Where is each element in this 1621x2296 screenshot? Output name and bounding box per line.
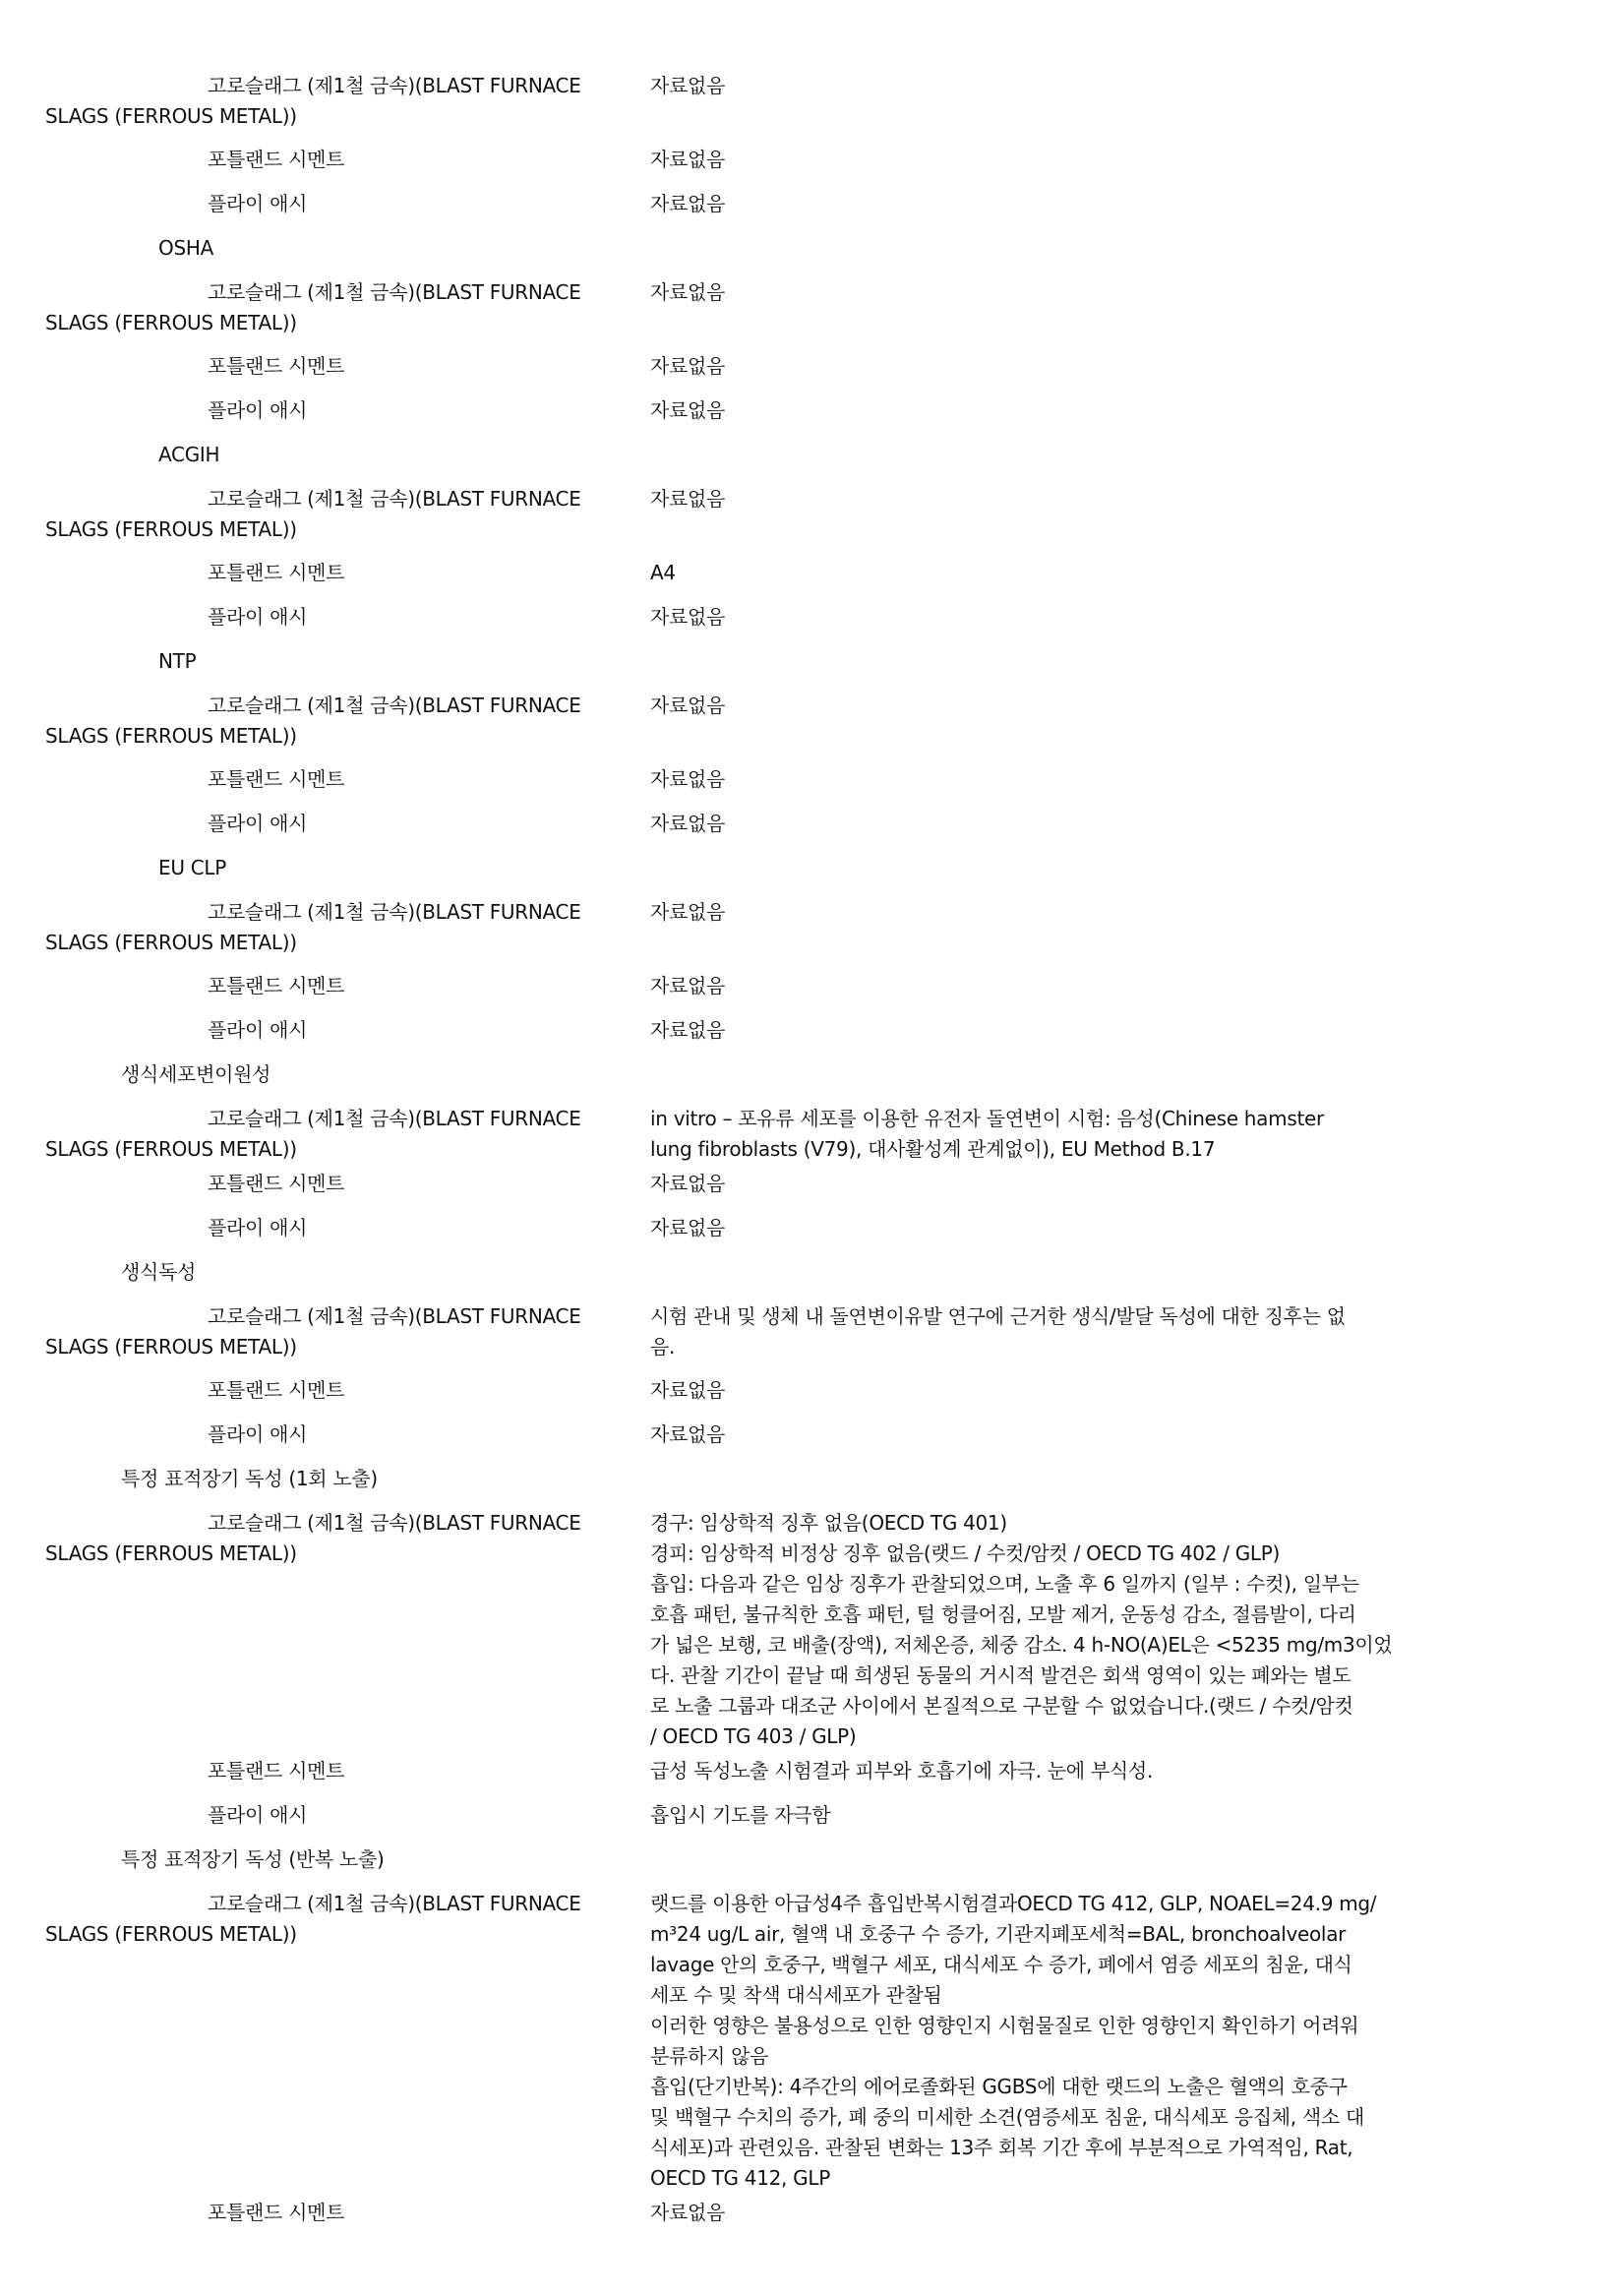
gbfs-value-line: 경구: 임상학적 징후 없음(OECD TG 401) [650, 1511, 1007, 1535]
gbfs-value-line: in vitro – 포유류 세포를 이용한 유전자 돌연변이 시험: 음성(Chinese hamster [650, 1107, 1324, 1130]
flyash-label: 플라이 애시 [208, 398, 308, 422]
cement-label: 포틀랜드 시멘트 [208, 1759, 345, 1782]
gbfs-value-line: lavage 안의 호중구, 백혈구 세포, 대식세포 수 증가, 폐에서 염증 세포의 침윤, 대식 [650, 1953, 1352, 1976]
flyash-label: 플라이 애시 [208, 1803, 308, 1827]
gbfs-value-line: 랫드를 이용한 아급성4주 흡입반복시험결과OECD TG 412, GLP, NOAEL=24.9 mg/ [650, 1892, 1377, 1915]
org-heading-ntp: NTP [158, 649, 197, 673]
gbfs-label-line1: 고로슬래그 (제1철 금속)(BLAST FURNACE [208, 1511, 581, 1535]
cement-value: 자료없음 [650, 148, 726, 171]
section-heading-stot-single: 특정 표적장기 독성 (1회 노출) [121, 1467, 378, 1490]
cement-label: 포틀랜드 시멘트 [208, 561, 345, 584]
cement-label: 포틀랜드 시멘트 [208, 1378, 345, 1402]
gbfs-value-line: 분류하지 않음 [650, 2044, 769, 2068]
gbfs-value-line: 시험 관내 및 생체 내 돌연변이유발 연구에 근거한 생식/발달 독성에 대한 징후는 없 [650, 1304, 1346, 1328]
gbfs-label-line2: SLAGS (FERROUS METAL)) [45, 1541, 297, 1565]
gbfs-value-line: 경피: 임상학적 비정상 징후 없음(랫드 / 수컷/암컷 / OECD TG 402 / GLP) [650, 1541, 1281, 1565]
cement-value: 급성 독성노출 시험결과 피부와 호흡기에 자극. 눈에 부식성. [650, 1759, 1153, 1782]
cement-label: 포틀랜드 시멘트 [208, 1172, 345, 1195]
cement-value: 자료없음 [650, 767, 726, 791]
org-heading-eu-clp: EU CLP [158, 856, 227, 879]
cement-value: A4 [650, 561, 676, 584]
flyash-value: 자료없음 [650, 398, 726, 422]
gbfs-label-line1: 고로슬래그 (제1철 금속)(BLAST FURNACE [208, 280, 581, 304]
gbfs-value-line: 가 넓은 보행, 코 배출(장액), 저체온증, 체중 감소. 4 h-NO(A)EL은 <5235 mg/m3이었 [650, 1633, 1393, 1657]
cement-value: 자료없음 [650, 354, 726, 378]
gbfs-value: 자료없음 [650, 74, 726, 97]
flyash-value: 자료없음 [650, 1018, 726, 1042]
cement-label: 포틀랜드 시멘트 [208, 148, 345, 171]
gbfs-value: 자료없음 [650, 487, 726, 511]
flyash-value: 흡입시 기도를 자극함 [650, 1803, 831, 1827]
flyash-value: 자료없음 [650, 812, 726, 835]
gbfs-value-line: lung fibroblasts (V79), 대사활성계 관계없이), EU Method B.17 [650, 1137, 1216, 1161]
gbfs-label-line2: SLAGS (FERROUS METAL)) [45, 104, 297, 128]
section-heading-stot-repeat: 특정 표적장기 독성 (반복 노출) [121, 1847, 385, 1871]
gbfs-value-line: OECD TG 412, GLP [650, 2166, 830, 2190]
cement-label: 포틀랜드 시멘트 [208, 767, 345, 791]
gbfs-value-line: 흡입: 다음과 같은 임상 징후가 관찰되었으며, 노출 후 6 일까지 (일부 : 수컷), 일부는 [650, 1572, 1359, 1596]
gbfs-value-line: 세포 수 및 착색 대식세포가 관찰됨 [650, 1983, 942, 2007]
flyash-value: 자료없음 [650, 605, 726, 629]
cement-value: 자료없음 [650, 1378, 726, 1402]
gbfs-value-line: 호흡 패턴, 불규칙한 호흡 패턴, 털 헝클어짐, 모발 제거, 운동성 감소, 절름발이, 다리 [650, 1602, 1356, 1626]
cement-value: 자료없음 [650, 1172, 726, 1195]
gbfs-label-line2: SLAGS (FERROUS METAL)) [45, 1335, 297, 1359]
flyash-value: 자료없음 [650, 1422, 726, 1446]
gbfs-value-line: m³24 ug/L air, 혈액 내 호중구 수 증가, 기관지폐포세척=BAL, bronchoalveolar [650, 1922, 1347, 1946]
cement-value: 자료없음 [650, 974, 726, 997]
gbfs-label-line1: 고로슬래그 (제1철 금속)(BLAST FURNACE [208, 1304, 581, 1328]
section-heading-repro: 생식독성 [121, 1260, 197, 1284]
gbfs-label-line1: 고로슬래그 (제1철 금속)(BLAST FURNACE [208, 900, 581, 924]
gbfs-value-line: / OECD TG 403 / GLP) [650, 1724, 857, 1748]
cement-value: 자료없음 [650, 2201, 726, 2224]
gbfs-label-line1: 고로슬래그 (제1철 금속)(BLAST FURNACE [208, 74, 581, 97]
flyash-label: 플라이 애시 [208, 812, 308, 835]
gbfs-value-line: 식세포)과 관련있음. 관찰된 변화는 13주 회복 기간 후에 부분적으로 가역적임, Rat, [650, 2136, 1353, 2159]
gbfs-label-line2: SLAGS (FERROUS METAL)) [45, 931, 297, 954]
flyash-label: 플라이 애시 [208, 1422, 308, 1446]
gbfs-value-line: 및 백혈구 수치의 증가, 폐 중의 미세한 소견(염증세포 침윤, 대식세포 응집체, 색소 대 [650, 2105, 1365, 2129]
flyash-label: 플라이 애시 [208, 1018, 308, 1042]
gbfs-value-line: 음. [650, 1335, 676, 1359]
gbfs-value-line: 흡입(단기반복): 4주간의 에어로졸화된 GGBS에 대한 랫드의 노출은 혈액의 호중구 [650, 2075, 1348, 2098]
gbfs-value: 자료없음 [650, 280, 726, 304]
org-heading-osha: OSHA [158, 236, 213, 260]
flyash-label: 플라이 애시 [208, 192, 308, 215]
gbfs-label-line2: SLAGS (FERROUS METAL)) [45, 1922, 297, 1946]
gbfs-label-line1: 고로슬래그 (제1철 금속)(BLAST FURNACE [208, 694, 581, 717]
gbfs-label-line2: SLAGS (FERROUS METAL)) [45, 517, 297, 541]
gbfs-value: 자료없음 [650, 694, 726, 717]
gbfs-label-line1: 고로슬래그 (제1철 금속)(BLAST FURNACE [208, 487, 581, 511]
cement-label: 포틀랜드 시멘트 [208, 2201, 345, 2224]
flyash-value: 자료없음 [650, 1216, 726, 1239]
gbfs-value-line: 다. 관찰 기간이 끝날 때 희생된 동물의 거시적 발견은 회색 영역이 있는 폐와는 별도 [650, 1663, 1351, 1687]
gbfs-label-line1: 고로슬래그 (제1철 금속)(BLAST FURNACE [208, 1892, 581, 1915]
section-heading-germ-cell: 생식세포변이원성 [121, 1062, 271, 1086]
flyash-label: 플라이 애시 [208, 605, 308, 629]
cement-label: 포틀랜드 시멘트 [208, 354, 345, 378]
gbfs-label-line2: SLAGS (FERROUS METAL)) [45, 1137, 297, 1161]
org-heading-acgih: ACGIH [158, 443, 220, 466]
gbfs-value-line: 로 노출 그룹과 대조군 사이에서 본질적으로 구분할 수 없었습니다.(랫드 / 수컷/암컷 [650, 1694, 1353, 1718]
cement-label: 포틀랜드 시멘트 [208, 974, 345, 997]
gbfs-label-line1: 고로슬래그 (제1철 금속)(BLAST FURNACE [208, 1107, 581, 1130]
gbfs-value: 자료없음 [650, 900, 726, 924]
flyash-label: 플라이 애시 [208, 1216, 308, 1239]
gbfs-label-line2: SLAGS (FERROUS METAL)) [45, 311, 297, 334]
gbfs-label-line2: SLAGS (FERROUS METAL)) [45, 724, 297, 748]
gbfs-value-line: 이러한 영향은 불용성으로 인한 영향인지 시험물질로 인한 영향인지 확인하기 어려워 [650, 2014, 1359, 2037]
flyash-value: 자료없음 [650, 192, 726, 215]
